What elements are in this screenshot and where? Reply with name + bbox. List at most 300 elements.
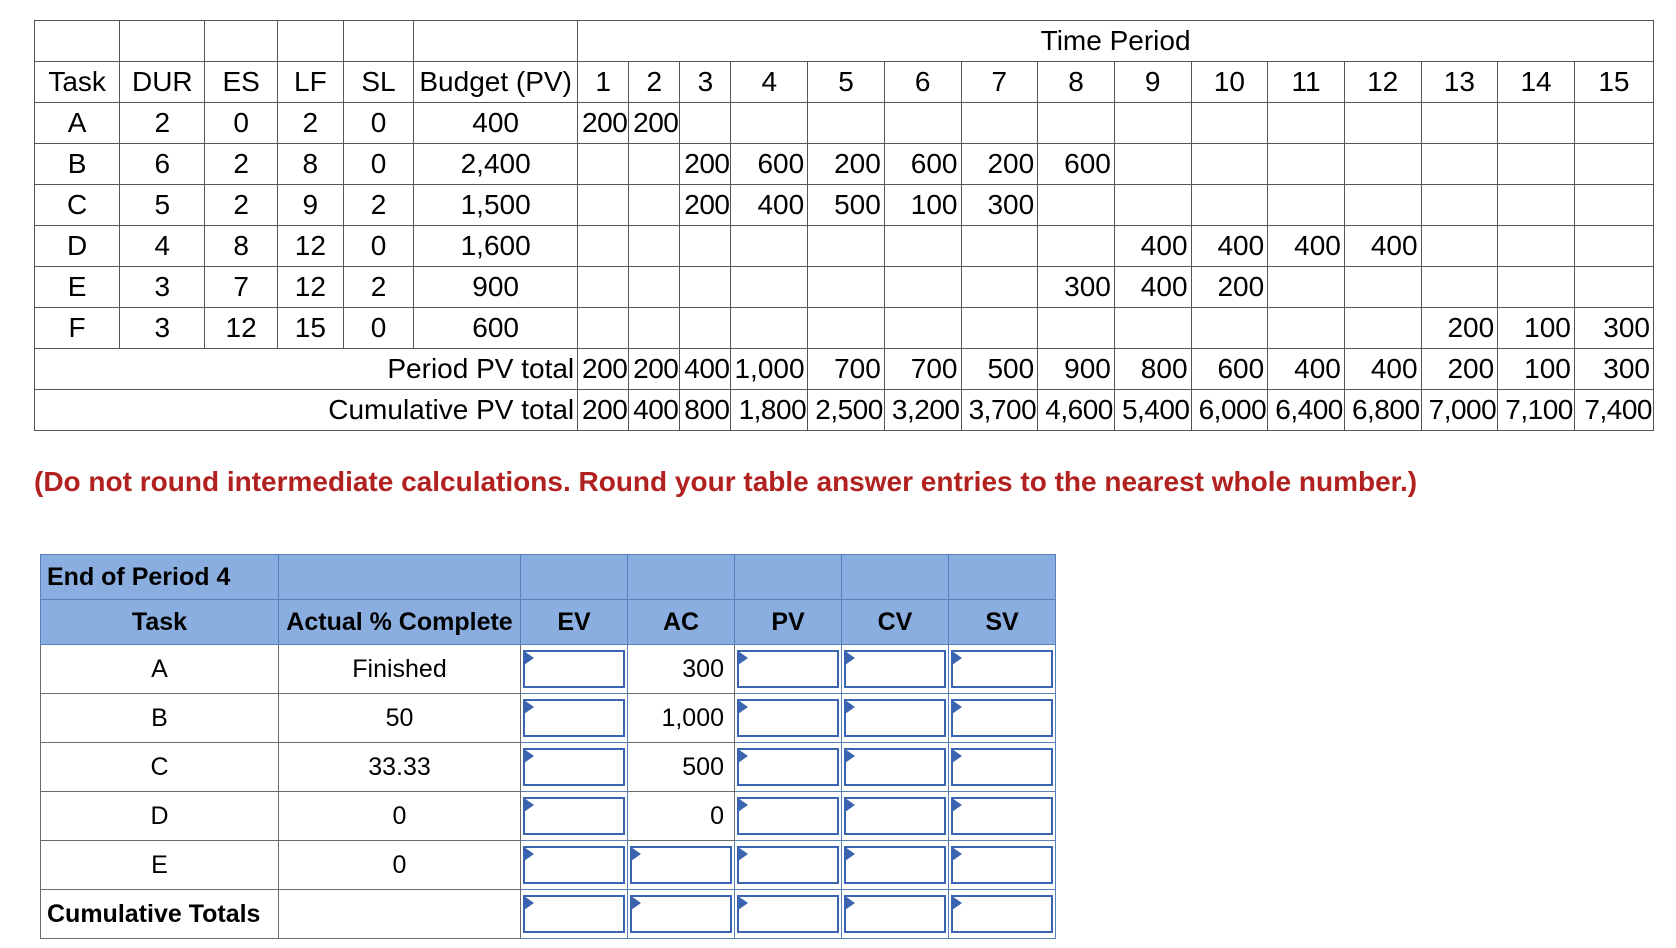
period-value: 100 bbox=[884, 185, 961, 226]
ev-percent-complete: 33.33 bbox=[279, 743, 521, 792]
blank-header-cell bbox=[735, 555, 842, 600]
ev-percent-complete: 0 bbox=[279, 792, 521, 841]
period-value bbox=[1421, 267, 1498, 308]
period-value bbox=[731, 267, 808, 308]
cumulative-total-row bbox=[35, 390, 1654, 431]
cumulative-total-value: 5,400 bbox=[1114, 390, 1191, 431]
pv-answer-cell bbox=[735, 694, 842, 743]
period-value bbox=[1344, 103, 1421, 144]
ev-answer-box bbox=[523, 650, 625, 688]
time-period-label: Time Period bbox=[578, 21, 1654, 62]
ev-actual-cost: 1,000 bbox=[628, 694, 735, 743]
period-value bbox=[680, 267, 731, 308]
ev-actual-cost: 500 bbox=[628, 743, 735, 792]
period-total-value: 200 bbox=[629, 349, 680, 390]
task-dur: 5 bbox=[120, 185, 205, 226]
blank-header-cell bbox=[277, 21, 343, 62]
cumulative-total-value: 6,000 bbox=[1191, 390, 1268, 431]
ev-answer-input[interactable] bbox=[525, 799, 627, 835]
ev-task-row bbox=[41, 841, 1056, 890]
period-value bbox=[1344, 267, 1421, 308]
period-value bbox=[1498, 185, 1575, 226]
answer-flag-icon bbox=[738, 651, 748, 665]
period-header: 10 bbox=[1191, 62, 1268, 103]
ev-task-row bbox=[41, 645, 1056, 694]
cv-answer-box bbox=[844, 846, 946, 884]
period-header: 5 bbox=[808, 62, 885, 103]
period-value bbox=[1574, 226, 1653, 267]
period-value bbox=[961, 226, 1038, 267]
pv-answer-box bbox=[737, 650, 839, 688]
task-task: E bbox=[35, 267, 120, 308]
pv-answer-box bbox=[737, 797, 839, 835]
answer-flag-icon bbox=[738, 847, 748, 861]
pv-total-input[interactable] bbox=[739, 897, 841, 933]
cv-total-input[interactable] bbox=[846, 897, 948, 933]
period-value bbox=[578, 144, 629, 185]
task-lf: 12 bbox=[277, 226, 343, 267]
answer-flag-icon bbox=[524, 896, 534, 910]
period-header: 1 bbox=[578, 62, 629, 103]
period-value bbox=[961, 308, 1038, 349]
period-total-value: 1,000 bbox=[731, 349, 808, 390]
cv-answer-cell bbox=[842, 694, 949, 743]
sv-answer-cell bbox=[949, 743, 1056, 792]
period-value bbox=[578, 185, 629, 226]
period-value bbox=[1498, 226, 1575, 267]
ac-total-cell bbox=[628, 890, 735, 939]
period-value bbox=[961, 103, 1038, 144]
cv-answer-input[interactable] bbox=[846, 848, 948, 884]
pv-answer-cell bbox=[735, 645, 842, 694]
cumulative-total-value: 800 bbox=[680, 390, 731, 431]
ev-answer-box bbox=[523, 797, 625, 835]
period-value: 300 bbox=[1038, 267, 1115, 308]
blank-header-cell bbox=[343, 21, 413, 62]
task-budget: 600 bbox=[414, 308, 578, 349]
pv-answer-cell bbox=[735, 792, 842, 841]
task-row bbox=[35, 144, 1654, 185]
period-value bbox=[1114, 103, 1191, 144]
period-value bbox=[884, 267, 961, 308]
sv-answer-input[interactable] bbox=[953, 750, 1055, 786]
cumulative-total-value: 4,600 bbox=[1038, 390, 1115, 431]
ev-task-row bbox=[41, 694, 1056, 743]
pv-total-cell bbox=[735, 890, 842, 939]
period-header: 9 bbox=[1114, 62, 1191, 103]
period-value bbox=[1191, 185, 1268, 226]
period-value bbox=[680, 103, 731, 144]
ev-answer-box bbox=[523, 699, 625, 737]
ev-column-header: EV bbox=[521, 600, 628, 645]
sv-answer-input[interactable] bbox=[953, 652, 1055, 688]
ev-total-input[interactable] bbox=[525, 897, 627, 933]
task-task: B bbox=[35, 144, 120, 185]
period-total-value: 700 bbox=[808, 349, 885, 390]
answer-flag-icon bbox=[524, 651, 534, 665]
period-value: 200 bbox=[961, 144, 1038, 185]
period-value bbox=[1268, 267, 1345, 308]
pv-answer-box bbox=[737, 748, 839, 786]
period-total-value: 200 bbox=[578, 349, 629, 390]
task-task: A bbox=[35, 103, 120, 144]
answer-flag-icon bbox=[738, 798, 748, 812]
period-header: 4 bbox=[731, 62, 808, 103]
period-total-value: 700 bbox=[884, 349, 961, 390]
period-value bbox=[808, 103, 885, 144]
period-header: 13 bbox=[1421, 62, 1498, 103]
period-total-value: 600 bbox=[1191, 349, 1268, 390]
ev-column-header: PV bbox=[735, 600, 842, 645]
period-value bbox=[1268, 144, 1345, 185]
period-value bbox=[1421, 226, 1498, 267]
cumulative-total-value: 1,800 bbox=[731, 390, 808, 431]
period-header: 7 bbox=[961, 62, 1038, 103]
period-value: 200 bbox=[680, 144, 731, 185]
ev-task-name: C bbox=[41, 743, 279, 792]
earned-value-table bbox=[40, 554, 1056, 939]
period-value bbox=[1268, 308, 1345, 349]
ac-total-box bbox=[630, 895, 732, 933]
ac-total-input[interactable] bbox=[632, 897, 734, 933]
answer-flag-icon bbox=[524, 749, 534, 763]
ev-answer-cell bbox=[521, 792, 628, 841]
ac-answer-input[interactable] bbox=[632, 848, 734, 884]
period-value: 600 bbox=[884, 144, 961, 185]
blank-header-cell bbox=[279, 555, 521, 600]
task-row bbox=[35, 267, 1654, 308]
period-value bbox=[1574, 185, 1653, 226]
column-header: DUR bbox=[120, 62, 205, 103]
cv-answer-input[interactable] bbox=[846, 750, 948, 786]
cv-answer-input[interactable] bbox=[846, 652, 948, 688]
period-value bbox=[1268, 103, 1345, 144]
schedule-title-row bbox=[35, 21, 1654, 62]
task-sl: 0 bbox=[343, 103, 413, 144]
period-header: 12 bbox=[1344, 62, 1421, 103]
ev-task-row bbox=[41, 743, 1056, 792]
cumulative-total-value: 3,700 bbox=[961, 390, 1038, 431]
pv-answer-cell bbox=[735, 841, 842, 890]
task-budget: 1,600 bbox=[414, 226, 578, 267]
cumulative-total-value: 7,400 bbox=[1574, 390, 1653, 431]
period-total-value: 300 bbox=[1574, 349, 1653, 390]
blank-header-cell bbox=[35, 21, 120, 62]
period-value bbox=[578, 308, 629, 349]
ac-answer-box bbox=[630, 846, 732, 884]
period-value bbox=[1114, 144, 1191, 185]
cumulative-total-label: Cumulative PV total bbox=[35, 390, 578, 431]
ev-totals-row bbox=[41, 890, 1056, 939]
ev-task-name: B bbox=[41, 694, 279, 743]
period-value bbox=[1191, 103, 1268, 144]
task-dur: 4 bbox=[120, 226, 205, 267]
period-value bbox=[629, 185, 680, 226]
period-value bbox=[1421, 185, 1498, 226]
period-value: 200 bbox=[629, 103, 680, 144]
answer-flag-icon bbox=[738, 896, 748, 910]
period-value bbox=[1344, 308, 1421, 349]
answer-flag-icon bbox=[631, 847, 641, 861]
period-total-value: 200 bbox=[1421, 349, 1498, 390]
pv-answer-input[interactable] bbox=[739, 848, 841, 884]
ev-header-row bbox=[41, 600, 1056, 645]
sv-answer-input[interactable] bbox=[953, 701, 1055, 737]
task-budget: 2,400 bbox=[414, 144, 578, 185]
period-value bbox=[578, 226, 629, 267]
period-value bbox=[731, 226, 808, 267]
task-es: 2 bbox=[205, 144, 277, 185]
pv-answer-input[interactable] bbox=[739, 799, 841, 835]
period-header: 3 bbox=[680, 62, 731, 103]
period-value: 400 bbox=[1344, 226, 1421, 267]
task-row bbox=[35, 226, 1654, 267]
period-value bbox=[1498, 103, 1575, 144]
period-header: 2 bbox=[629, 62, 680, 103]
sv-total-input[interactable] bbox=[953, 897, 1055, 933]
ev-answer-box bbox=[523, 846, 625, 884]
period-value: 400 bbox=[1114, 267, 1191, 308]
blank-cell bbox=[279, 890, 521, 939]
column-header: Task bbox=[35, 62, 120, 103]
ev-task-row bbox=[41, 792, 1056, 841]
period-total-value: 900 bbox=[1038, 349, 1115, 390]
ev-answer-box bbox=[523, 748, 625, 786]
period-value: 400 bbox=[1191, 226, 1268, 267]
schedule-header-row bbox=[35, 62, 1654, 103]
pv-answer-input[interactable] bbox=[739, 701, 841, 737]
period-value bbox=[680, 226, 731, 267]
task-task: C bbox=[35, 185, 120, 226]
period-value bbox=[629, 226, 680, 267]
pv-answer-box bbox=[737, 846, 839, 884]
cv-answer-input[interactable] bbox=[846, 799, 948, 835]
period-header: 11 bbox=[1268, 62, 1345, 103]
cumulative-total-value: 400 bbox=[629, 390, 680, 431]
ev-answer-input[interactable] bbox=[525, 848, 627, 884]
cumulative-total-value: 200 bbox=[578, 390, 629, 431]
period-value bbox=[629, 308, 680, 349]
task-row bbox=[35, 103, 1654, 144]
sv-answer-cell bbox=[949, 792, 1056, 841]
blank-header-cell bbox=[414, 21, 578, 62]
period-value: 100 bbox=[1498, 308, 1575, 349]
sv-answer-input[interactable] bbox=[953, 848, 1055, 884]
ev-total-box bbox=[523, 895, 625, 933]
blank-header-cell bbox=[949, 555, 1056, 600]
task-task: D bbox=[35, 226, 120, 267]
cumulative-total-value: 3,200 bbox=[884, 390, 961, 431]
period-value bbox=[1114, 308, 1191, 349]
sv-answer-box bbox=[951, 797, 1053, 835]
sv-answer-input[interactable] bbox=[953, 799, 1055, 835]
blank-header-cell bbox=[628, 555, 735, 600]
pv-answer-input[interactable] bbox=[739, 750, 841, 786]
task-budget: 900 bbox=[414, 267, 578, 308]
task-budget: 400 bbox=[414, 103, 578, 144]
cv-answer-cell bbox=[842, 743, 949, 792]
sv-total-cell bbox=[949, 890, 1056, 939]
task-task: F bbox=[35, 308, 120, 349]
cv-answer-cell bbox=[842, 645, 949, 694]
task-es: 12 bbox=[205, 308, 277, 349]
ev-percent-complete: Finished bbox=[279, 645, 521, 694]
answer-flag-icon bbox=[952, 847, 962, 861]
task-sl: 2 bbox=[343, 185, 413, 226]
cumulative-total-value: 2,500 bbox=[808, 390, 885, 431]
schedule-table bbox=[34, 20, 1654, 431]
ev-answer-cell bbox=[521, 841, 628, 890]
answer-flag-icon bbox=[952, 700, 962, 714]
task-dur: 6 bbox=[120, 144, 205, 185]
ev-column-header: Actual % Complete bbox=[279, 600, 521, 645]
answer-flag-icon bbox=[524, 847, 534, 861]
period-value: 600 bbox=[1038, 144, 1115, 185]
instruction-note: (Do not round intermediate calculations. Round your table answer entries to the nearest whole number.) bbox=[34, 466, 1418, 497]
cumulative-total-value: 7,000 bbox=[1421, 390, 1498, 431]
task-lf: 8 bbox=[277, 144, 343, 185]
period-value bbox=[1421, 103, 1498, 144]
cumulative-totals-label: Cumulative Totals bbox=[41, 890, 279, 939]
answer-flag-icon bbox=[845, 847, 855, 861]
period-value bbox=[1038, 308, 1115, 349]
column-header: LF bbox=[277, 62, 343, 103]
period-value: 600 bbox=[731, 144, 808, 185]
task-row bbox=[35, 308, 1654, 349]
period-value bbox=[680, 308, 731, 349]
answer-flag-icon bbox=[524, 798, 534, 812]
period-value bbox=[1421, 144, 1498, 185]
sv-answer-cell bbox=[949, 841, 1056, 890]
sv-answer-cell bbox=[949, 645, 1056, 694]
period-value bbox=[1344, 144, 1421, 185]
task-lf: 2 bbox=[277, 103, 343, 144]
blank-header-cell bbox=[205, 21, 277, 62]
task-dur: 3 bbox=[120, 308, 205, 349]
period-value bbox=[578, 267, 629, 308]
cv-answer-box bbox=[844, 650, 946, 688]
blank-header-cell bbox=[120, 21, 205, 62]
period-total-value: 100 bbox=[1498, 349, 1575, 390]
pv-total-box bbox=[737, 895, 839, 933]
task-sl: 2 bbox=[343, 267, 413, 308]
period-value: 400 bbox=[1268, 226, 1345, 267]
ev-column-header: Task bbox=[41, 600, 279, 645]
blank-header-cell bbox=[842, 555, 949, 600]
period-value: 300 bbox=[1574, 308, 1653, 349]
period-value bbox=[1114, 185, 1191, 226]
answer-flag-icon bbox=[845, 651, 855, 665]
column-header: Budget (PV) bbox=[414, 62, 578, 103]
cv-answer-box bbox=[844, 699, 946, 737]
column-header: SL bbox=[343, 62, 413, 103]
cv-answer-box bbox=[844, 797, 946, 835]
period-value: 200 bbox=[680, 185, 731, 226]
sv-total-box bbox=[951, 895, 1053, 933]
ev-answer-input[interactable] bbox=[525, 652, 627, 688]
answer-flag-icon bbox=[952, 651, 962, 665]
answer-flag-icon bbox=[524, 700, 534, 714]
ev-answer-cell bbox=[521, 694, 628, 743]
period-total-label: Period PV total bbox=[35, 349, 578, 390]
pv-answer-box bbox=[737, 699, 839, 737]
task-lf: 15 bbox=[277, 308, 343, 349]
answer-flag-icon bbox=[738, 749, 748, 763]
ac-answer-cell bbox=[628, 841, 735, 890]
period-value bbox=[808, 267, 885, 308]
column-header: ES bbox=[205, 62, 277, 103]
answer-flag-icon bbox=[845, 700, 855, 714]
ev-title-row bbox=[41, 555, 1056, 600]
ev-column-header: SV bbox=[949, 600, 1056, 645]
period-header: 15 bbox=[1574, 62, 1653, 103]
period-value bbox=[1191, 144, 1268, 185]
ev-answer-input[interactable] bbox=[525, 701, 627, 737]
answer-flag-icon bbox=[738, 700, 748, 714]
task-sl: 0 bbox=[343, 226, 413, 267]
task-dur: 2 bbox=[120, 103, 205, 144]
period-value bbox=[808, 308, 885, 349]
period-value bbox=[884, 226, 961, 267]
sv-answer-cell bbox=[949, 694, 1056, 743]
ev-answer-input[interactable] bbox=[525, 750, 627, 786]
cv-answer-input[interactable] bbox=[846, 701, 948, 737]
period-value: 500 bbox=[808, 185, 885, 226]
answer-flag-icon bbox=[952, 749, 962, 763]
period-value bbox=[884, 103, 961, 144]
task-lf: 12 bbox=[277, 267, 343, 308]
period-value bbox=[1191, 308, 1268, 349]
sv-answer-box bbox=[951, 748, 1053, 786]
period-header: 14 bbox=[1498, 62, 1575, 103]
task-es: 7 bbox=[205, 267, 277, 308]
answer-flag-icon bbox=[845, 798, 855, 812]
cumulative-total-value: 7,100 bbox=[1498, 390, 1575, 431]
period-value bbox=[1038, 103, 1115, 144]
period-value bbox=[1574, 144, 1653, 185]
cv-total-box bbox=[844, 895, 946, 933]
ev-actual-cost: 300 bbox=[628, 645, 735, 694]
ev-task-name: D bbox=[41, 792, 279, 841]
ev-answer-cell bbox=[521, 743, 628, 792]
period-value bbox=[629, 144, 680, 185]
ev-total-cell bbox=[521, 890, 628, 939]
period-value bbox=[731, 308, 808, 349]
pv-answer-input[interactable] bbox=[739, 652, 841, 688]
ev-actual-cost: 0 bbox=[628, 792, 735, 841]
task-es: 8 bbox=[205, 226, 277, 267]
period-value bbox=[629, 267, 680, 308]
ev-percent-complete: 0 bbox=[279, 841, 521, 890]
cv-answer-cell bbox=[842, 841, 949, 890]
task-lf: 9 bbox=[277, 185, 343, 226]
period-total-value: 500 bbox=[961, 349, 1038, 390]
answer-flag-icon bbox=[845, 749, 855, 763]
period-total-value: 800 bbox=[1114, 349, 1191, 390]
cumulative-total-value: 6,800 bbox=[1344, 390, 1421, 431]
sv-answer-box bbox=[951, 846, 1053, 884]
period-value bbox=[1498, 267, 1575, 308]
period-value bbox=[1038, 185, 1115, 226]
period-value bbox=[1574, 103, 1653, 144]
period-value: 200 bbox=[1421, 308, 1498, 349]
period-header: 8 bbox=[1038, 62, 1115, 103]
ev-table-title: End of Period 4 bbox=[41, 555, 279, 600]
period-value: 400 bbox=[1114, 226, 1191, 267]
answer-flag-icon bbox=[952, 896, 962, 910]
answer-flag-icon bbox=[631, 896, 641, 910]
cv-answer-cell bbox=[842, 792, 949, 841]
